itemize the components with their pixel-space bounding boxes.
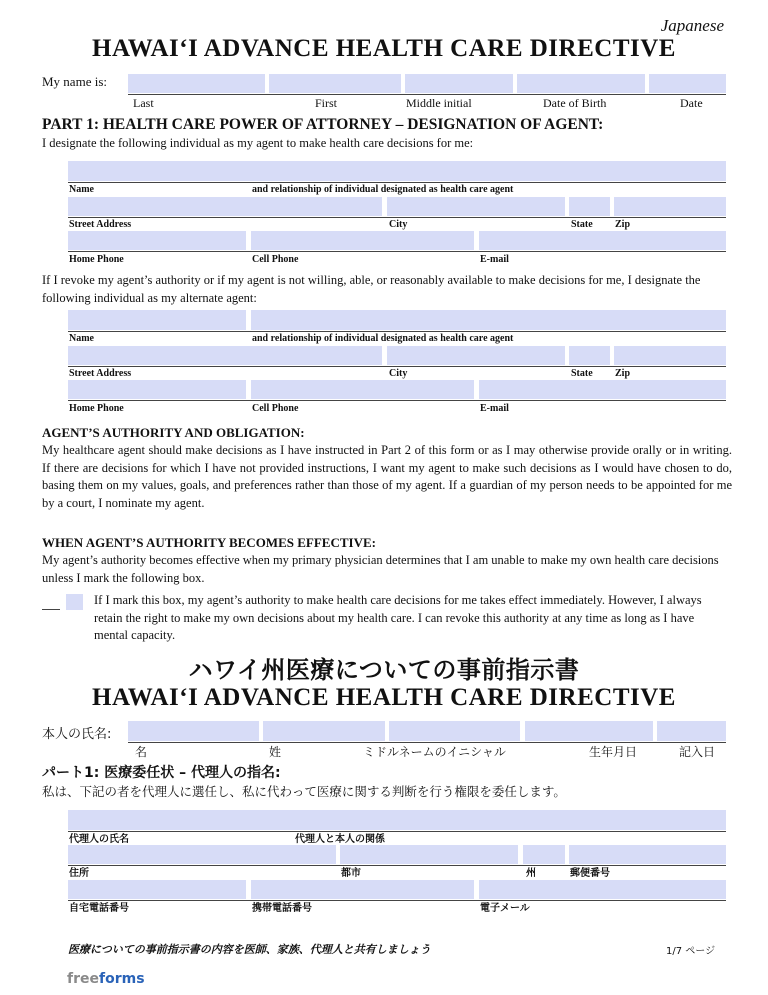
jp-part1-heading: パート1: 医療委任状 – 代理人の指名:: [42, 765, 281, 781]
authority-text: My healthcare agent should make decisions as I have instructed in Part 2 of this form or as I may otherwise provide orally or in writing. If there are decisions for which I have not provided instructions, I want my agent to make such decisions as I would have chosen to do, basing them on my values, goals, and preferences rather than those of my agent. If a guardian of my person needs to be appointed for me by a court, I nominate my agent.: [42, 443, 732, 510]
alt-agent-name-label: Name: [69, 333, 94, 344]
agent-street-label: Street Address: [69, 219, 132, 230]
jp-agent-street-label: 住所: [69, 868, 89, 879]
dob-field[interactable]: [517, 74, 645, 93]
jp-agent-cell-phone-field[interactable]: [251, 880, 474, 899]
date-field[interactable]: [649, 74, 726, 93]
agent-name-underline: [68, 182, 726, 183]
middle-initial-field[interactable]: [405, 74, 513, 93]
agent-city-field[interactable]: [387, 197, 565, 216]
jp-name-underline: [128, 742, 726, 743]
alt-agent-home-phone-field[interactable]: [68, 380, 246, 399]
agent-address-underline: [68, 217, 726, 218]
alt-agent-city-label: City: [389, 368, 408, 379]
part1-intro: I designate the following individual as my agent to make health care decisions for me:: [42, 136, 474, 150]
alt-agent-city-field[interactable]: [387, 346, 565, 365]
jp-sublabel-middle: ミドルネームのイニシャル: [363, 745, 506, 759]
jp-title: ハワイ州医療についての事前指示書: [188, 656, 580, 684]
agent-name-label: Name: [69, 184, 94, 195]
alt-agent-email-field[interactable]: [479, 380, 726, 399]
jp-agent-name-underline: [68, 831, 726, 832]
jp-agent-relationship-label: 代理人と本人の関係: [295, 834, 385, 845]
name-row-underline: [128, 94, 726, 95]
jp-sublabel-date: 記入日: [679, 745, 716, 759]
jp-agent-city-field[interactable]: [340, 845, 518, 864]
alt-agent-zip-label: Zip: [615, 368, 631, 379]
effective-heading: WHEN AGENT’S AUTHORITY BECOMES EFFECTIVE:: [42, 535, 376, 550]
jp-part1-intro: 私は、下記の者を代理人に選任し、私に代わって医療に関する判断を行う権限を委任します。: [42, 784, 566, 799]
agent-home-phone-field[interactable]: [68, 231, 246, 250]
sublabel-dob: Date of Birth: [543, 96, 607, 110]
agent-email-label: E-mail: [480, 254, 509, 265]
jp-agent-home-phone-label: 自宅電話番号: [69, 903, 129, 914]
part1-heading: PART 1: HEALTH CARE POWER OF ATTORNEY – DESIGNATION OF AGENT:: [42, 116, 604, 133]
alt-agent-home-phone-label: Home Phone: [69, 403, 124, 414]
jp-agent-name-field[interactable]: [68, 810, 726, 830]
alt-agent-relationship-field[interactable]: [251, 310, 726, 330]
authority-heading: AGENT’S AUTHORITY AND OBLIGATION:: [42, 425, 305, 440]
jp-agent-street-field[interactable]: [68, 845, 336, 864]
agent-city-label: City: [389, 219, 408, 230]
logo-forms-text: forms: [99, 971, 145, 987]
jp-middle-initial-field[interactable]: [389, 721, 520, 741]
jp-given-name-field[interactable]: [128, 721, 259, 741]
alt-agent-name-field[interactable]: [68, 310, 246, 330]
alt-agent-street-field[interactable]: [68, 346, 382, 365]
agent-cell-phone-field[interactable]: [251, 231, 474, 250]
alt-agent-cell-phone-label: Cell Phone: [252, 403, 299, 414]
alt-agent-name-underline: [68, 331, 726, 332]
jp-title-en: HAWAI‘I ADVANCE HEALTH CARE DIRECTIVE: [92, 684, 676, 711]
jp-agent-zip-field[interactable]: [569, 845, 726, 864]
jp-sublabel-family: 姓: [269, 745, 282, 759]
agent-zip-field[interactable]: [614, 197, 726, 216]
jp-agent-state-field[interactable]: [523, 845, 565, 864]
checkbox-text: If I mark this box, my agent’s authority to make health care decisions for me takes effect immediately. However, I always retain the right to make my own decisions about my health care. I can revoke this authority at any time as long as I have mental capacity.: [94, 593, 702, 642]
initials-line[interactable]: [42, 609, 60, 610]
jp-name-label: 本人の氏名:: [42, 727, 112, 742]
immediate-effect-checkbox[interactable]: [66, 594, 83, 610]
logo-free-text: free: [67, 971, 99, 987]
name-row-label: My name is:: [42, 74, 107, 89]
sublabel-first: First: [315, 96, 338, 110]
page-title: HAWAI‘I ADVANCE HEALTH CARE DIRECTIVE: [92, 35, 676, 62]
alt-agent-street-label: Street Address: [69, 368, 132, 379]
jp-agent-cell-phone-label: 携帯電話番号: [252, 903, 312, 914]
effective-text: My agent’s authority becomes effective when my primary physician determines that I am unable to make my own health care decisions unless I mark the following box.: [42, 553, 719, 585]
alt-agent-relationship-label: and relationship of individual designated as health care agent: [252, 333, 514, 344]
agent-street-field[interactable]: [68, 197, 382, 216]
jp-dob-field[interactable]: [525, 721, 653, 741]
alt-agent-state-field[interactable]: [569, 346, 610, 365]
alt-agent-email-label: E-mail: [480, 403, 509, 414]
last-name-field[interactable]: [128, 74, 265, 93]
jp-agent-zip-label: 郵便番号: [570, 868, 610, 879]
agent-state-field[interactable]: [569, 197, 610, 216]
sublabel-date: Date: [680, 96, 703, 110]
jp-date-field[interactable]: [657, 721, 726, 741]
jp-agent-city-label: 都市: [341, 868, 361, 879]
freeforms-logo[interactable]: [67, 970, 145, 988]
jp-agent-name-label: 代理人の氏名: [69, 834, 129, 845]
jp-agent-state-label: 州: [526, 868, 536, 879]
jp-agent-email-label: 電子メール: [480, 903, 530, 914]
alternate-text: If I revoke my agent’s authority or if my agent is not willing, able, or reasonably available to make decisions for me, I designate the following individual as my alternate agent:: [42, 273, 701, 305]
agent-zip-label: Zip: [615, 219, 631, 230]
sublabel-last: Last: [133, 96, 154, 110]
jp-family-name-field[interactable]: [263, 721, 385, 741]
jp-agent-email-field[interactable]: [479, 880, 726, 899]
footer-note: 医療についての事前指示書の内容を医師、家族、代理人と共有しましょう: [68, 943, 431, 956]
jp-agent-home-phone-field[interactable]: [68, 880, 246, 899]
alt-agent-cell-phone-field[interactable]: [251, 380, 474, 399]
sublabel-middle: Middle initial: [406, 96, 472, 110]
alt-agent-state-label: State: [571, 368, 593, 379]
alt-agent-phone-underline: [68, 400, 726, 401]
jp-sublabel-dob: 生年月日: [589, 745, 638, 759]
agent-cell-phone-label: Cell Phone: [252, 254, 299, 265]
agent-home-phone-label: Home Phone: [69, 254, 124, 265]
language-tag: Japanese: [660, 16, 724, 35]
agent-relationship-label: and relationship of individual designated as health care agent: [252, 184, 514, 195]
page-number: 1/7 ページ: [666, 946, 716, 957]
agent-state-label: State: [571, 219, 593, 230]
agent-name-field[interactable]: [68, 161, 726, 181]
alt-agent-zip-field[interactable]: [614, 346, 726, 365]
jp-sublabel-given: 名: [135, 745, 148, 759]
first-name-field[interactable]: [269, 74, 401, 93]
agent-phone-underline: [68, 251, 726, 252]
jp-agent-phone-underline: [68, 900, 726, 901]
agent-email-field[interactable]: [479, 231, 726, 250]
alt-agent-address-underline: [68, 366, 726, 367]
jp-agent-address-underline: [68, 865, 726, 866]
